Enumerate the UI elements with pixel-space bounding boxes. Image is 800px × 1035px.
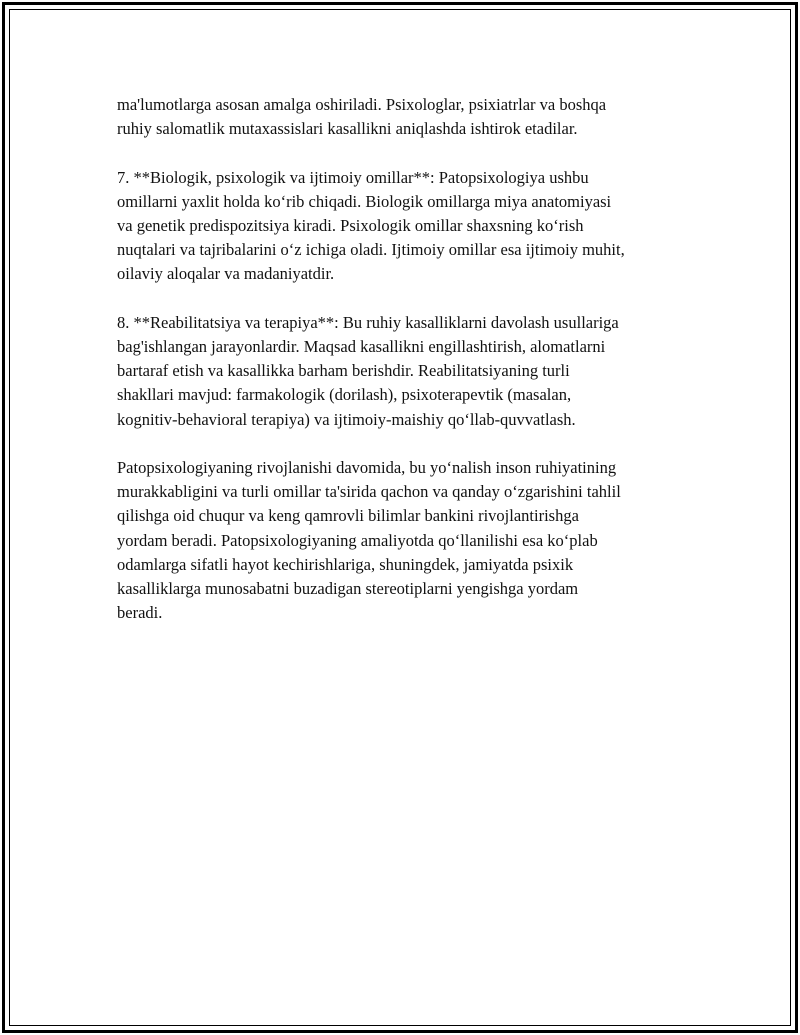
paragraph: [117, 311, 697, 432]
text-line: qilishga oid chuqur va keng qamrovli bilimlar bankini rivojlantirishga: [117, 506, 579, 526]
text-line: 7. **Biologik, psixologik va ijtimoiy omillar**: Patopsixologiya ushbu: [117, 167, 589, 187]
paragraph: [117, 456, 697, 625]
text-line: kasalliklarga munosabatni buzadigan stereotiplarni yengishga yordam: [117, 579, 579, 599]
text-line: beradi.: [117, 603, 163, 623]
text-line: shakllari mavjud: farmakologik (dorilash), psixoterapevtik (masalan,: [117, 385, 572, 405]
text-line: odamlarga sifatli hayot kechirishlariga, shuningdek, jamiyatda psixik: [117, 554, 574, 574]
text-line: 8. **Reabilitatsiya va terapiya**: Bu ruhiy kasalliklarni davolash usullariga: [117, 312, 619, 332]
text-line: yordam beradi. Patopsixologiyaning amaliyotda qo‘llanilishi esa ko‘plab: [117, 530, 598, 550]
text-line: ruhiy salomatlik mutaxassislari kasallikni aniqlashda ishtirok etadilar.: [117, 119, 578, 139]
text-line: va genetik predispozitsiya kiradi. Psixologik omillar shaxsning ko‘rish: [117, 216, 584, 235]
text-line: bag'ishlangan jarayonlardir. Maqsad kasallikni engillashtirish, alomatlarni: [117, 337, 606, 356]
paragraph: [117, 93, 697, 141]
text-line: murakkabligini va turli omillar ta'sirida qachon va qanday o‘zgarishini tahlil: [117, 482, 621, 502]
text-line: oilaviy aloqalar va madaniyatdir.: [117, 264, 335, 284]
paragraph: [117, 166, 697, 287]
document-body: [117, 93, 697, 650]
text-line: kognitiv-behavioral terapiya) va ijtimoiy-maishiy qo‘llab-quvvatlash.: [117, 409, 576, 429]
text-line: bartaraf etish va kasallikka barham berishdir. Reabilitatsiyaning turli: [117, 361, 570, 381]
text-line: ma'lumotlarga asosan amalga oshiriladi. Psixologlar, psixiatrlar va boshqa: [117, 95, 607, 114]
text-line: nuqtalari va tajribalarini o‘z ichiga oladi. Ijtimoiy omillar esa ijtimoiy muhit,: [117, 240, 625, 260]
text-line: omillarni yaxlit holda ko‘rib chiqadi. Biologik omillarga miya anatomiyasi: [117, 191, 612, 211]
text-line: Patopsixologiyaning rivojlanishi davomida, bu yo‘nalish inson ruhiyatining: [117, 458, 617, 477]
